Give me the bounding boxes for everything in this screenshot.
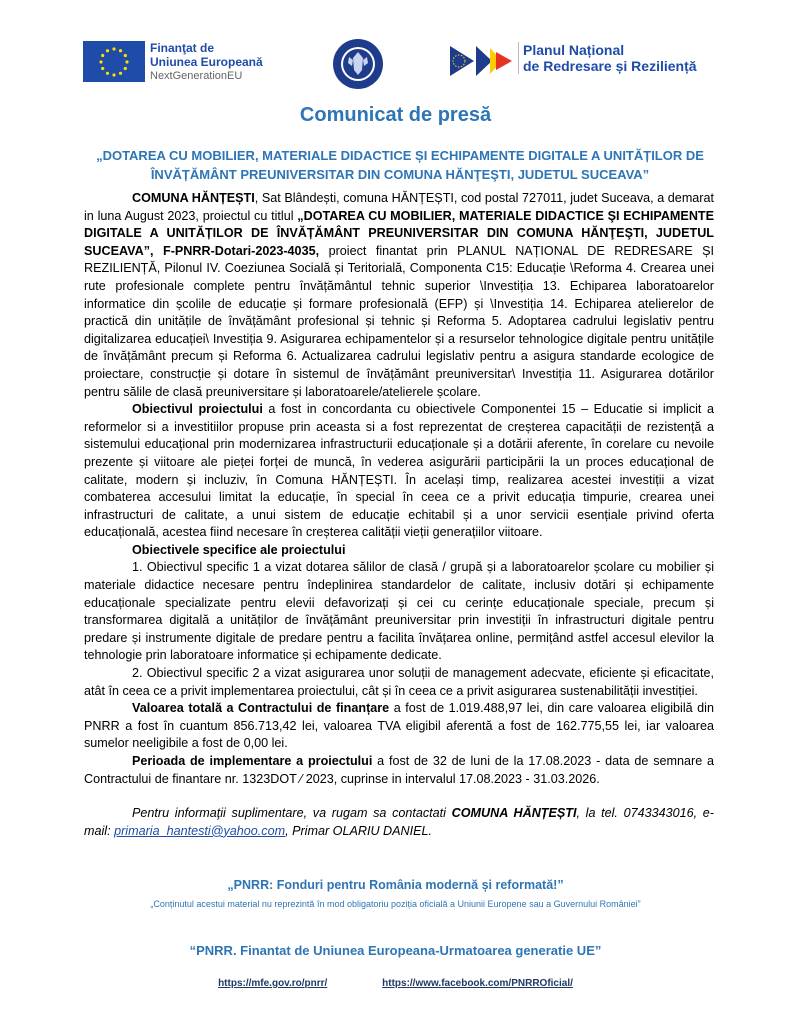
commune-name: COMUNA HĂNȚEȘTI bbox=[132, 191, 255, 205]
specific-objective-2: 2. Obiectivul specific 2 a vizat asigurarea unor soluții de management adecvate, eficiente și eficacitate, atât în ceea ce a privit implementarea proiectului, cât și în ceea ce a privit asigurarea sustenabilității investiției. bbox=[84, 666, 714, 698]
paragraph-objective bbox=[84, 401, 714, 542]
objective-text: a fost in concordanta cu obiectivele Componentei 15 – Educatie si implicit a reformelor si a investitiilor propuse prin aceasta si a fost reprezentat de creșterea capacității de rezistență a sistemului educațional prin modernizarea infrastructurii educaționale și a dotării aferente, în corelare cu nevoile prezente și viitoare ale pieței forței de muncă, în vederea asigurării participării la un proces educațional de calitate, modern și incluziv, în Comuna HĂNȚEȘTI. În același timp, realizarea acestei investiții a vizat combaterea accesului limitat la educație, în special în ceea ce a privit educația timpurie, crearea unei infrastructuri de calitate, a unui sistem de educație echitabil și a unor servicii esențiale privind oferta educațională, acestea fiind necesare în creșterea calității vieții generațiilor viitoare. bbox=[84, 402, 714, 540]
specific-objectives-heading: Obiectivele specifice ale proiectului bbox=[132, 542, 346, 557]
eu-funding-text bbox=[150, 41, 263, 83]
period-heading: Perioada de implementare a proiectului bbox=[132, 754, 373, 768]
intro-text: , Sat Blândești, comuna HĂNȚEȘTI, cod postal 727011, judet Suceava, a demarat in luna August 2023, proiectul cu titlul bbox=[84, 191, 715, 223]
contact-text: Pentru informaţii suplimentare, va rugam sa contactati bbox=[132, 806, 452, 821]
footer-quote: “PNRR. Finantat de Uniunea Europeana-Urmatoarea generatie UE” bbox=[189, 943, 602, 958]
contact-mayor: , Primar OLARIU DANIEL. bbox=[285, 823, 433, 838]
eu-line2: Uniunea Europeană bbox=[150, 55, 263, 69]
contact-commune: COMUNA HĂNȚEȘTI bbox=[451, 806, 577, 821]
pnrr-logo-icon bbox=[450, 44, 514, 78]
specific-objective-1: 1. Obiectivul specific 1 a vizat dotarea sălilor de clasă / grupă și a laboratoarelor școlare cu mobilier și materiale didactice necesare pentru îndeplinirea standardelor de calitate, inclusiv dotări și echipamente educaționale specializate pentru elevii defavorizați și cei cu cerințe educaționale speciale, precum și transformarea digitală a unităților de învățământ preuniversitar prin investiții în infrastructuri digitale pentru predare și instrumente digitale de predare pentru a facilita învățarea online, permițând astfel accesul elevilor la tehnologie prin laboratoare informatice și echipamente dedicate. bbox=[84, 560, 714, 663]
page-title: Comunicat de presă bbox=[299, 104, 492, 126]
pnrr-line2: de Redresare și Reziliență bbox=[523, 58, 697, 74]
facebook-link[interactable]: https://www.facebook.com/PNRROficial/ bbox=[382, 978, 573, 989]
email-link[interactable]: primaria_hantesti@yahoo.com bbox=[114, 823, 286, 838]
pnrr-slogan: „PNRR: Fonduri pentru România modernă și reformată!” bbox=[227, 878, 564, 892]
pnrr-line1: Planul Național bbox=[523, 42, 625, 58]
paragraph-intro bbox=[84, 190, 714, 401]
objective-heading: Obiectivul proiectului bbox=[132, 402, 263, 417]
mfe-link[interactable]: https://mfe.gov.ro/pnrr/ bbox=[218, 978, 328, 989]
paragraph-period bbox=[84, 753, 714, 788]
eu-line1: Finanţat de bbox=[150, 41, 215, 55]
period-text: a fost de 32 de luni de la 17.08.2023 - data de semnare a Contractului de finantare nr. 1323DOT ⁄ 2023, cuprinse in intervalul 17.08.2023 - 31.03.2026. bbox=[84, 754, 714, 786]
logo-header bbox=[0, 36, 791, 96]
value-heading: Valoarea totală a Contractului de finanțare bbox=[132, 701, 390, 716]
paragraph-contact bbox=[84, 805, 714, 840]
value-text: a fost de 1.019.488,97 lei, din care valoarea eligibilă din PNRR a fost în cuantum 856.713,42 lei, valoarea TVA eligibil aferentă a fost de 162.775,55 lei, iar valoarea sumelor neeligibile a fost de 0,00 lei. bbox=[84, 701, 714, 751]
project-subtitle: „DOTAREA CU MOBILIER, MATERIALE DIDACTICE ȘI ECHIPAMENTE DIGITALE A UNITĂȚILOR DE ÎNVĂȚĂMÂNT PREUNIVERSITAR DIN COMUNA HĂNŢEŞTI, JUDETUL SUCEAVA” bbox=[96, 148, 704, 182]
footer-links bbox=[0, 978, 791, 989]
pnrr-title bbox=[518, 42, 697, 74]
press-release-body bbox=[84, 190, 714, 840]
government-seal-icon bbox=[332, 38, 384, 90]
paragraph-value bbox=[84, 700, 714, 753]
contact-phone-text: , la tel. 0743343016, e-mail: bbox=[84, 806, 714, 838]
eu-flag-icon bbox=[83, 41, 145, 82]
intro-text-2: proiect finantat prin PLANUL NAȚIONAL DE REDRESARE ȘI REZILIENȚĂ, Pilonul IV. Coeziunea Socială și Teritorială, Componenta C15: Educație \Reforma 4. Crearea unei rute profesionale complete pentru învățământul tehnic superior \Investiția 13. Echiparea laboratoarelor informatice din școlile de educație și formare profesională (EFP) și \Investiția 14. Echiparea atelierelor de practică din unitățile de învățământ profesional și tehnic și Reforma 5. Adoptarea cadrului legislativ pentru digitalizarea educației\ Investiția 9. Asigurarea echipamentelor și a resurselor tehnologice digitale pentru unitățile de învățământ precum și Reforma 6. Actualizarea cadrului legislativ pentru a asigura standarde ecologice de proiectare, construcție și dotare în sistemul de învățământ preuniversitar\ Investiția 11. Asigurarea dotărilor pentru sălile de clasă preuniversitare și laboratoarele/atelierele școlare. bbox=[84, 243, 714, 399]
disclaimer: „Conținutul acestui material nu reprezintă în mod obligatoriu poziția oficială a Uniunii Europene sau a Guvernului României” bbox=[150, 899, 641, 909]
eu-line3: NextGenerationEU bbox=[150, 70, 243, 82]
project-title-bold: „DOTAREA CU MOBILIER, MATERIALE DIDACTICE ŞI ECHIPAMENTE DIGITALE A UNITĂȚILOR DE ÎNVĂȚĂMÂNT PREUNIVERSITAR DIN COMUNA HĂNŢEŞTI, JUDETUL SUCEAVA”, F-PNRR-Dotari-2023-4035, bbox=[84, 208, 715, 258]
